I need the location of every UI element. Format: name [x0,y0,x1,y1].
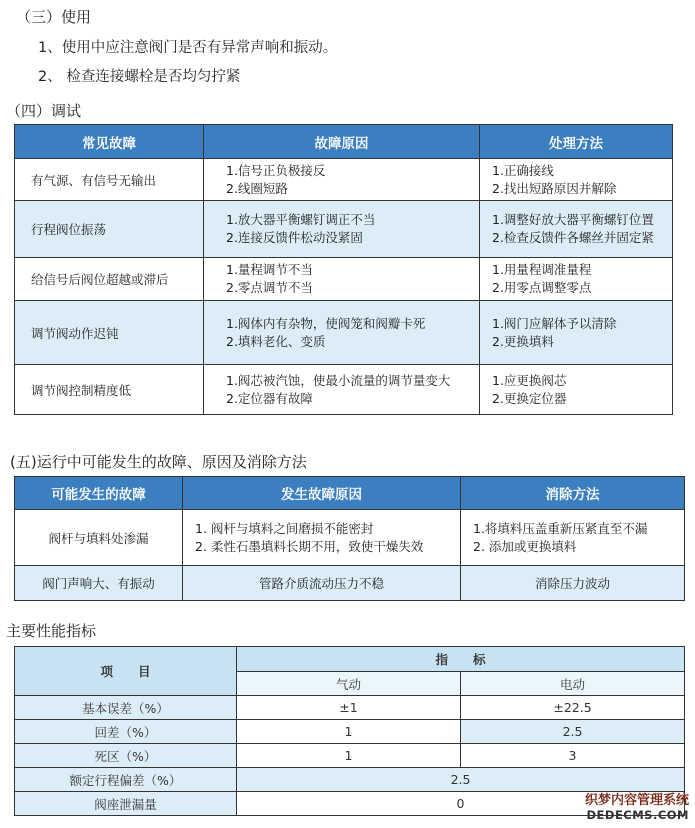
watermark-title: 织梦内容管理系统 [584,793,689,808]
cause-cell: 1.阀体内有杂物，使阀笼和阀瓣卡死 2.填料老化、变质 [204,301,480,365]
col-header-fault: 常见故障 [15,125,204,159]
cause-cell: 1.阀芯被汽蚀，使最小流量的调节量变大 2.定位器有故障 [204,365,480,415]
col-header-cause: 故障原因 [204,125,480,159]
pneumatic-value: ±1 [237,696,461,720]
cause-cell: 1.量程调节不当 2.零点调节不当 [204,258,480,301]
item-header: 项 目 [15,647,237,696]
electric-value: ±22.5 [461,696,685,720]
fix-cell: 1.将填料压盖重新压紧直至不漏 2. 添加或更换填料 [461,510,685,566]
performance-title: 主要性能指标 [6,622,97,640]
cause-cell: 1.放大器平衡螺钉调正不当 2.连接反馈件松动没紧固 [204,201,480,258]
item-name: 基本误差（%） [15,696,237,720]
electric-value: 3 [461,744,685,768]
cause-cell: 1. 阀杆与填料之间磨损不能密封 2. 柔性石墨填料长期不用，致使干燥失效 [183,510,461,566]
table-row [15,768,685,792]
electric-value: 2.5 [461,720,685,744]
table-row [15,365,673,415]
fault-cell: 调节阀控制精度低 [15,365,204,415]
col-header-fix: 消除方法 [461,477,685,510]
col-header-fix: 处理方法 [480,125,673,159]
fix-cell: 1.调整好放大器平衡螺钉位置 2.检查反馈件各螺丝并固定紧 [480,201,673,258]
fix-cell: 1.应更换阀芯 2.更换定位器 [480,365,673,415]
item-name: 阀座泄漏量 [15,792,237,816]
item-name: 死区（%） [15,744,237,768]
col-header-fault: 可能发生的故障 [15,477,183,510]
operation-fault-table [14,476,685,601]
fix-cell: 消除压力波动 [461,566,685,601]
fault-cell: 行程阀位振荡 [15,201,204,258]
fault-cell: 阀门声响大、有振动 [15,566,183,601]
index-header: 指 标 [237,647,685,672]
cause-cell: 1.信号正负极接反 2.线圈短路 [204,159,480,201]
watermark-url: DEDECMS.COM [586,808,689,822]
fix-cell: 1.用量程调准量程 2.用零点调整零点 [480,258,673,301]
section4-title: （四）调试 [6,102,82,120]
pneumatic-value: 1 [237,720,461,744]
fault-cell: 给信号后阀位超越或滞后 [15,258,204,301]
item-name: 回差（%） [15,720,237,744]
table-row [15,258,673,301]
fault-cell: 阀杆与填料处渗漏 [15,510,183,566]
table-row [15,566,685,601]
table-row [15,720,685,744]
fault-cell: 调节阀动作迟钝 [15,301,204,365]
watermark [585,789,689,822]
fix-cell: 1.正确接线 2.找出短路原因并解除 [480,159,673,201]
section3-line-2: 2、 检查连接螺栓是否均匀拧紧 [38,69,241,85]
col-header-cause: 发生故障原因 [183,477,461,510]
table-row [15,159,673,201]
fix-cell: 1.阀门应解体予以清除 2.更换填料 [480,301,673,365]
section5-title: (五)运行中可能发生的故障、原因及消除方法 [10,453,307,471]
item-name: 额定行程偏差（%） [15,768,237,792]
table-row [15,744,685,768]
pneumatic-header: 气动 [237,672,461,696]
table-row [15,696,685,720]
fault-cell: 有气源、有信号无输出 [15,159,204,201]
table-row [15,201,673,258]
merged-value: 2.5 [237,768,685,792]
fault-table [14,124,673,415]
electric-header: 电动 [461,672,685,696]
cause-cell: 管路介质流动压力不稳 [183,566,461,601]
table-row [15,301,673,365]
section3-title: （三）使用 [16,8,92,26]
section3-line-1: 1、使用中应注意阀门是否有异常声响和振动。 [38,40,338,56]
pneumatic-value: 1 [237,744,461,768]
merged-value: 0 [237,792,685,816]
table-row [15,510,685,566]
